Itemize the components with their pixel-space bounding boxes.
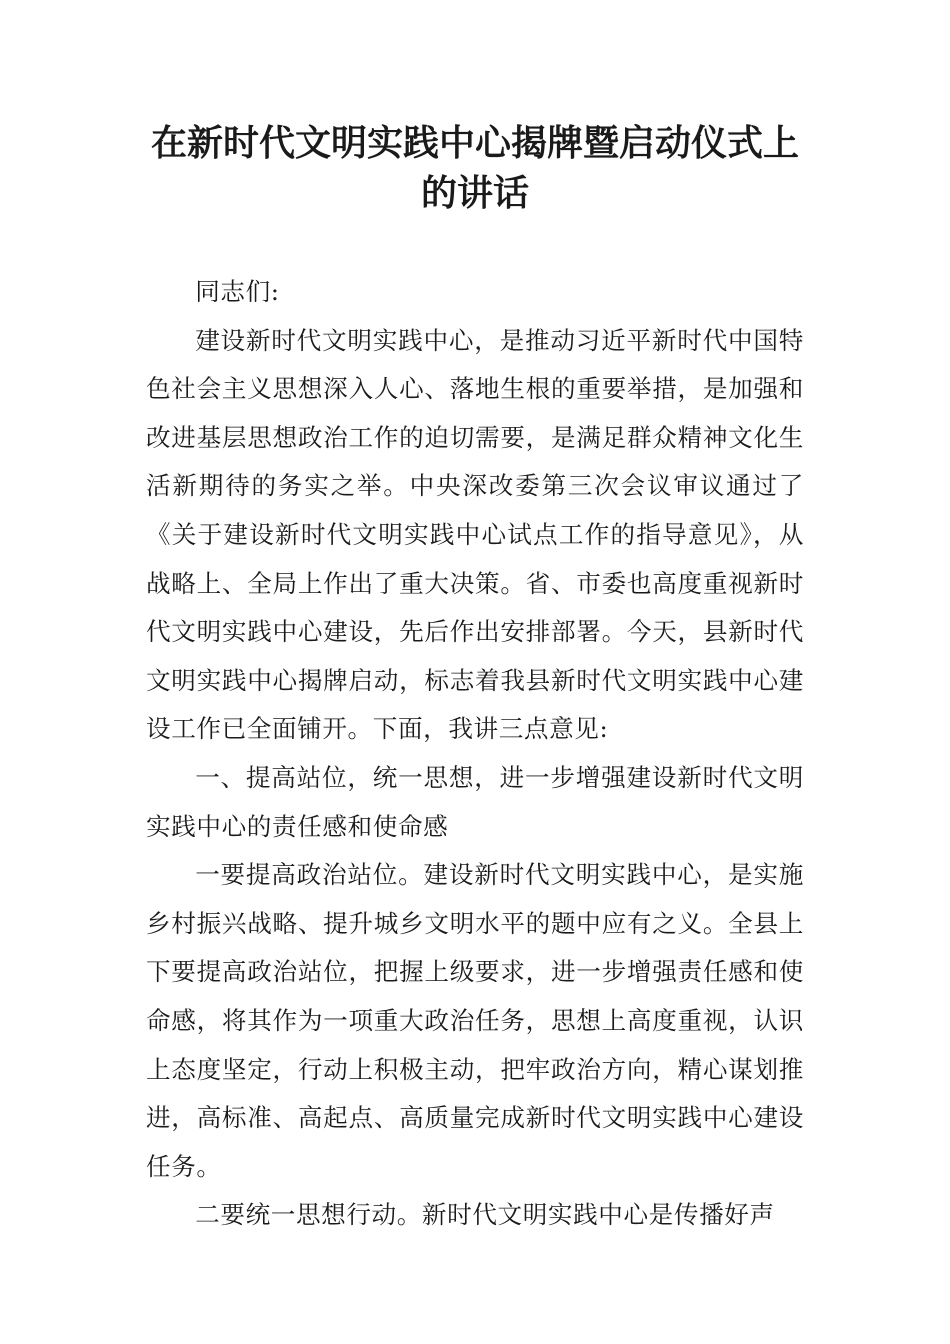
- document-body: [146, 268, 804, 1240]
- salutation-paragraph: 同志们:: [195, 277, 280, 306]
- section-heading-1: 一、提高站位，统一思想，进一步增强建设新时代文明实践中心的责任感和使命感: [146, 762, 804, 841]
- intro-paragraph: 建设新时代文明实践中心，是推动习近平新时代中国特色社会主义思想深入人心、落地生根的重要举措，是加强和改进基层思想政治工作的迫切需要，是满足群众精神文化生活新期待的务实之举。中央深改委第三次会议审议通过了《关于建设新时代文明实践中心试点工作的指导意见》，从战略上、全局上作出了重大决策。省、市委也高度重视新时代文明实践中心建设，先后作出安排部署。今天，县新时代文明实践中心揭牌启动，标志着我县新时代文明实践中心建设工作已全面铺开。下面，我讲三点意见:: [146, 325, 804, 744]
- body-paragraph: 一要提高政治站位。建设新时代文明实践中心，是实施乡村振兴战略、提升城乡文明水平的题中应有之义。全县上下要提高政治站位，把握上级要求，进一步增强责任感和使命感，将其作为一项重大政治任务，思想上高度重视，认识上态度坚定，行动上积极主动，把牢政治方向，精心谋划推进，高标准、高起点、高质量完成新时代文明实践中心建设任务。: [146, 860, 804, 1181]
- body-paragraph: 二要统一思想行动。新时代文明实践中心是传播好声: [195, 1200, 775, 1230]
- document-title: 在新时代文明实践中心揭牌暨启动仪式上的讲话: [150, 122, 799, 214]
